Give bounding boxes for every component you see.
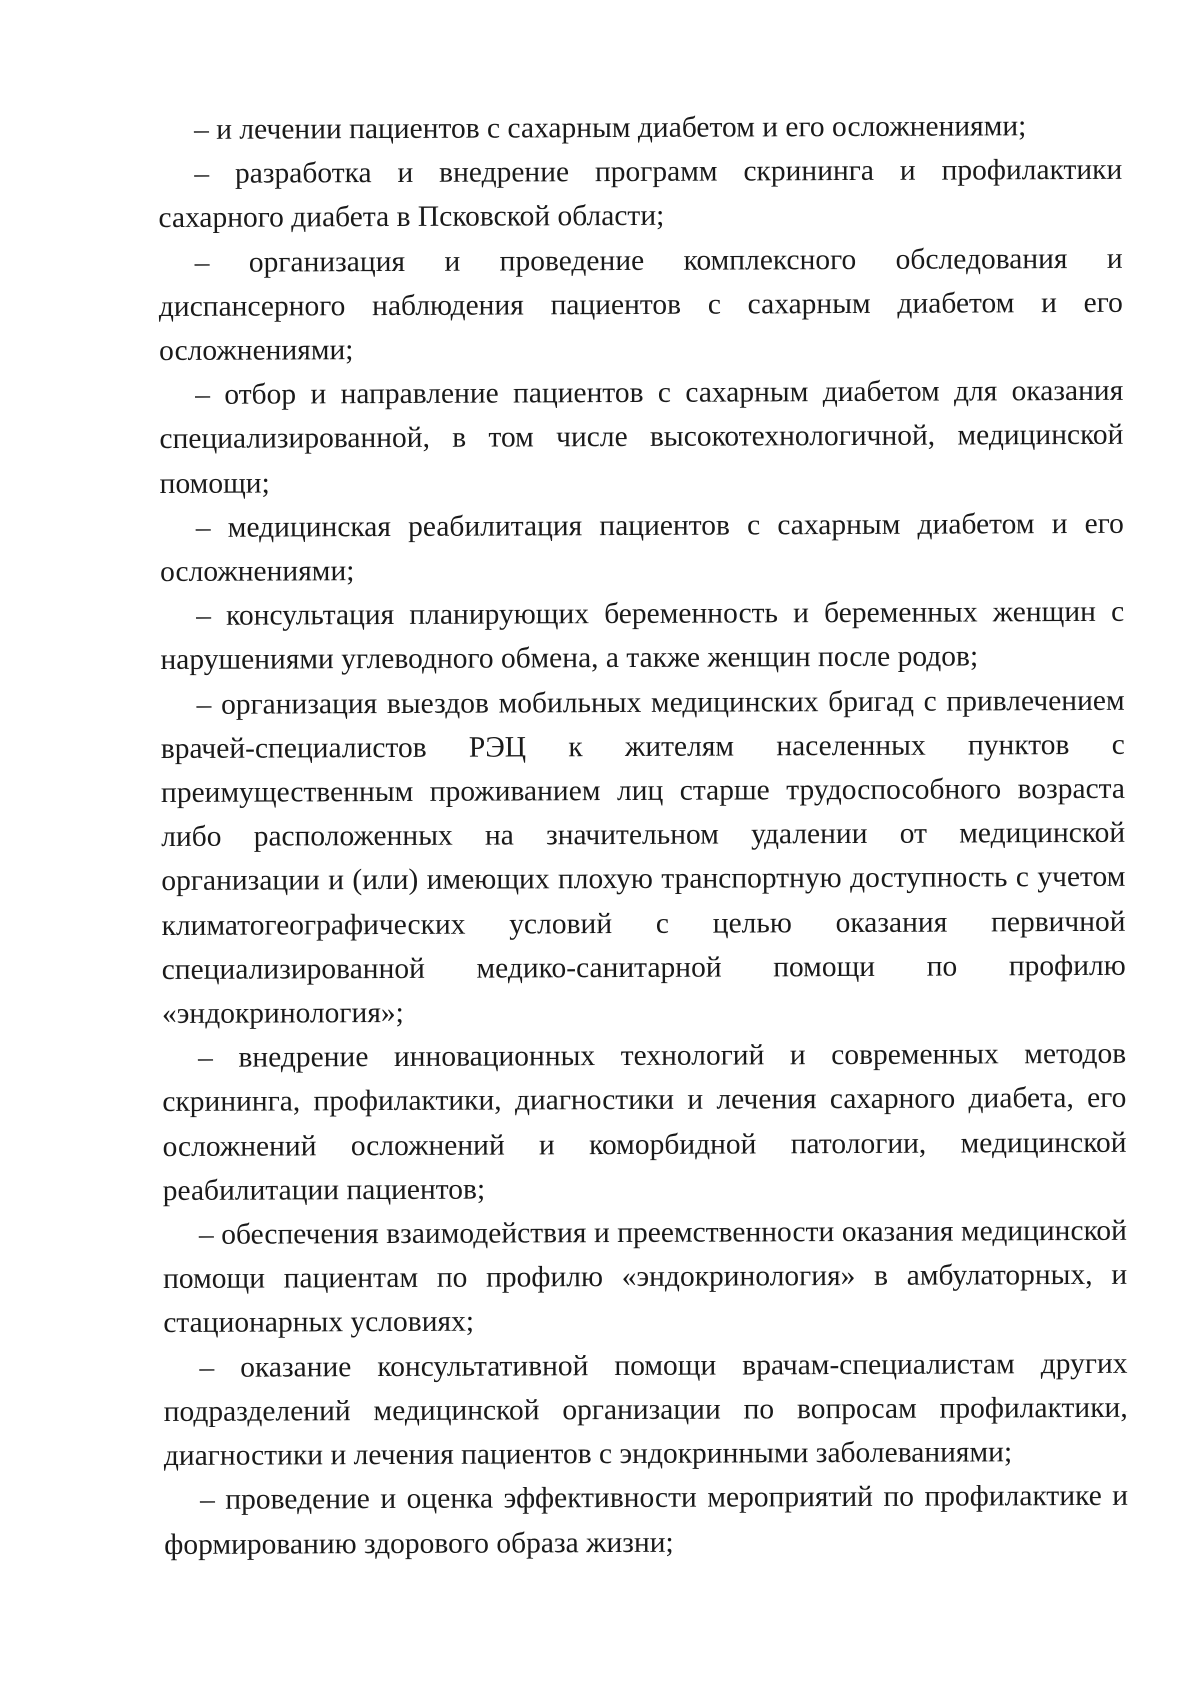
list-item: – обеспечения взаимодействия и преемственности оказания медицинской помощи пациентам по профилю «эндокринология» в амбулаторных, и стационарных условиях; (163, 1214, 1128, 1340)
list-item: – организация выездов мобильных медицинских бригад с привлечением врачей-специалистов РЭЦ к жителям населенных пунктов с преимущественным проживанием лиц старше трудоспособного возраста либо расположенных на значительном удалении от медицинской организации и (или) имеющих плохую транспортную доступность с учетом климатогеографических условий с целью оказания первичной специализированной медико-санитарной помощи по профилю «эндокринология»; (160, 684, 1126, 1031)
list-item: – медицинская реабилитация пациентов с сахарным диабетом и его осложнениями; (159, 507, 1124, 589)
list-item: – организация и проведение комплексного обследования и диспансерного наблюдения пациентов с сахарным диабетом и его осложнениями; (158, 242, 1123, 368)
list-item: – консультация планирующих беременность и беременных женщин с нарушениями углеводного обмена, а также женщин после родов; (160, 596, 1125, 677)
document-body (158, 104, 1128, 1567)
list-item: – разработка и внедрение программ скрининга и профилактики сахарного диабета в Псковской области; (158, 153, 1123, 235)
list-item: – проведение и оценка эффективности мероприятий по профилактике и формированию здорового образа жизни; (164, 1480, 1129, 1561)
list-item: – внедрение инновационных технологий и современных методов скрининга, профилактики, диагностики и лечения сахарного диабета, его осложнений осложнений и коморбидной патологии, медицинской реабилитации пациентов; (162, 1038, 1127, 1207)
list-item: – и лечении пациентов с сахарным диабетом и его осложнениями; (194, 110, 1027, 146)
list-item: – отбор и направление пациентов с сахарным диабетом для оказания специализированной, в том числе высокотехнологичной, медицинской помощи; (159, 375, 1124, 500)
list-item: – оказание консультативной помощи врачам-специалистам других подразделений медицинской организации по вопросам профилактики, диагностики и лечения пациентов с эндокринными заболеваниями; (163, 1347, 1128, 1473)
